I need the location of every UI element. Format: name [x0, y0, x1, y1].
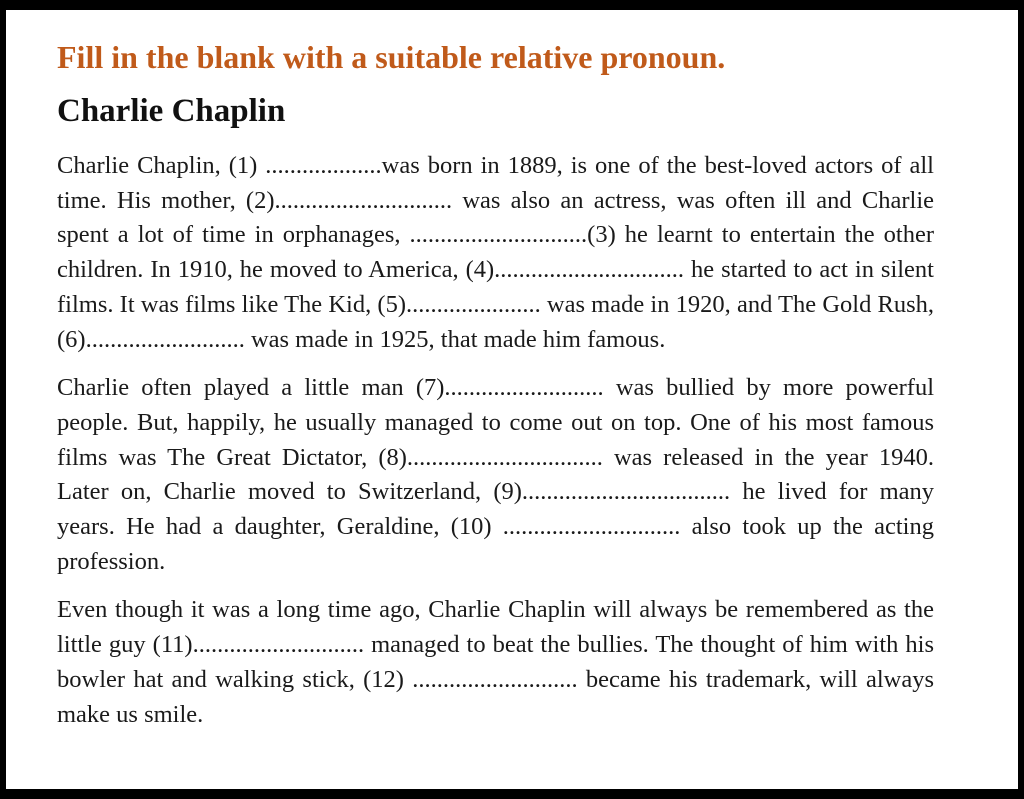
passage-title: Charlie Chaplin: [57, 93, 286, 130]
passage-paragraph-1: Charlie Chaplin, (1) ...................was born in 1889, is one of the best-loved actors of all time. His mother, (2)............................. was also an actress, was often ill and Charlie spent a lot of time in orphanages, .............................(3) he learnt to entertain the other children. In 1910, he moved to America, (4)............................... he started to act in silent films. It was films like The Kid, (5)...................... was made in 1920, and The Gold Rush, (6).......................... was made in 1925, that made him famous.: [57, 151, 934, 353]
passage-paragraph-3: Even though it was a long time ago, Charlie Chaplin will always be remembered as the little guy (11)............................ managed to beat the bullies. The thought of him with his bowler hat and walking stick, (12) ........................... became his trademark, will always make us smile.: [57, 596, 934, 728]
worksheet-page: [6, 10, 1018, 789]
passage-paragraph-2: Charlie often played a little man (7).......................... was bullied by more powerful people. But, happily, he usually managed to come out on top. One of his most famous films was The Great Dictator, (8)................................ was released in the year 1940. Later on, Charlie moved to Switzerland, (9).................................. he lived for many years. He had a daughter, Geraldine, (10) ............................. also took up the acting profession.: [57, 374, 934, 575]
instruction-heading: Fill in the blank with a suitable relative pronoun.: [57, 39, 726, 75]
